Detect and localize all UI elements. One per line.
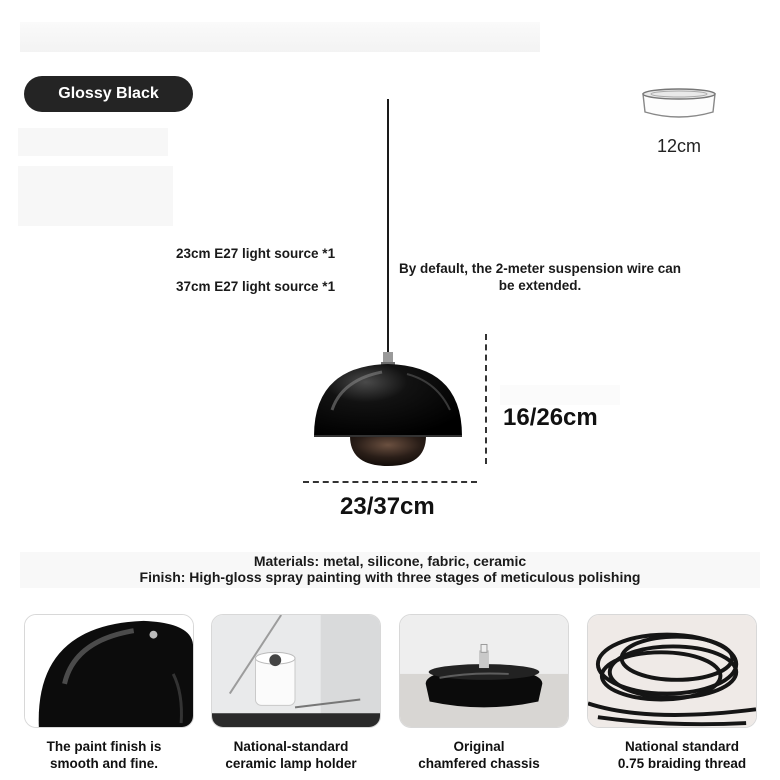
suspension-note: By default, the 2-meter suspension wire can be extended. xyxy=(398,261,682,293)
caption-line: ceramic lamp holder xyxy=(225,756,357,772)
ceiling-canopy-icon xyxy=(640,86,718,122)
canopy-size-label: 12cm xyxy=(657,136,702,156)
color-option-badge[interactable] xyxy=(24,76,193,112)
feature-card-chassis xyxy=(399,614,569,728)
pendant-lamp-image xyxy=(312,350,464,470)
width-dimension-line xyxy=(303,481,477,483)
background-faint-block xyxy=(18,128,168,156)
braided-cord-photo-icon xyxy=(588,615,756,727)
caption-line: chamfered chassis xyxy=(418,756,540,772)
feature-caption-cord xyxy=(592,738,772,773)
chassis-photo-icon xyxy=(400,615,568,727)
caption-line: Original xyxy=(453,739,505,754)
caption-line: 0.75 braiding thread xyxy=(617,756,747,772)
caption-line: National-standard xyxy=(233,739,349,754)
caption-line: The paint finish is xyxy=(46,739,162,754)
caption-line: National standard xyxy=(624,739,740,754)
lamp-holder-photo-icon xyxy=(212,615,380,727)
feature-caption-holder xyxy=(201,738,381,773)
light-source-large-label: 37cm E27 light source *1 xyxy=(176,279,336,294)
suspension-wire xyxy=(387,99,389,357)
feature-card-holder xyxy=(211,614,381,728)
materials-text: Materials: metal, silicone, fabric, ceramic xyxy=(253,553,527,569)
height-dimension-label: 16/26cm xyxy=(503,404,598,431)
background-faint-band xyxy=(20,22,540,52)
width-dimension-label: 23/37cm xyxy=(340,493,435,520)
background-faint-block xyxy=(18,166,173,226)
feature-card-cord xyxy=(587,614,757,728)
finish-text: Finish: High-gloss spray painting with three stages of meticulous polishing xyxy=(139,569,641,585)
feature-caption-paint xyxy=(14,738,194,773)
feature-caption-chassis xyxy=(389,738,569,773)
caption-line: smooth and fine. xyxy=(50,756,158,772)
background-faint-block xyxy=(500,385,620,405)
height-dimension-line xyxy=(485,334,487,464)
color-option-label: Glossy Black xyxy=(58,85,159,102)
feature-card-paint xyxy=(24,614,194,728)
light-source-small-label: 23cm E27 light source *1 xyxy=(176,246,336,261)
glossy-shade-photo-icon xyxy=(25,615,193,727)
